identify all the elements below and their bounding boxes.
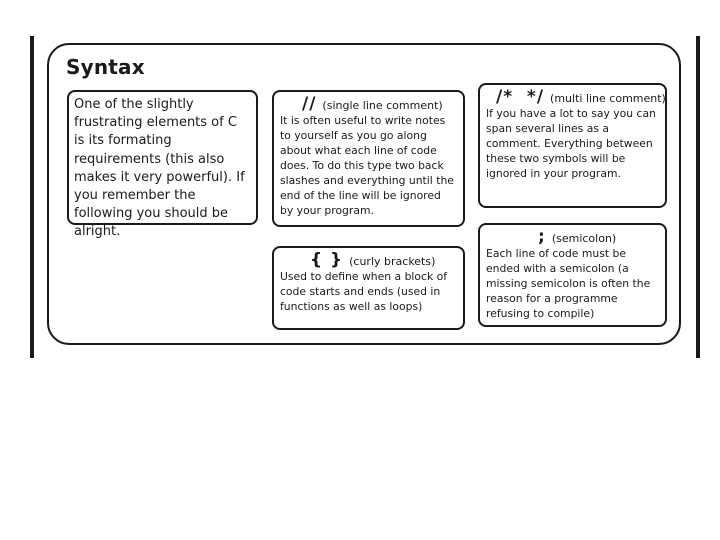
single-line-comment-label: (single line comment) <box>322 99 443 112</box>
semicolon-text: Each line of code must be ended with a semicolon (a missing semicolon is often the reason for a programme refusing to compile) <box>486 247 651 320</box>
single-line-comment-header <box>280 94 457 114</box>
semicolon-label: (semicolon) <box>551 232 617 245</box>
curly-brackets-header <box>280 250 457 270</box>
left-border-bar <box>30 36 34 358</box>
multi-line-comment-text: If you have a lot to say you can span several lines as a comment. Everything between these two symbols will be ignored in your program. <box>486 107 656 180</box>
syntax-panel <box>47 43 681 345</box>
panel-title: Syntax <box>66 55 145 79</box>
multi-line-comment-card <box>478 83 667 208</box>
semicolon-header <box>486 227 659 247</box>
curly-brackets-text: Used to define when a block of code starts and ends (used in functions as well as loops) <box>280 270 448 313</box>
single-line-comment-card <box>272 90 465 227</box>
curly-brackets-label: (curly brackets) <box>349 255 436 268</box>
semicolon-card <box>478 223 667 327</box>
intro-text: One of the slightly frustrating elements of C is its formating requirements (this also makes it very powerful). If you remember the following you should be alright. <box>74 97 245 240</box>
multi-line-comment-label: (multi line comment) <box>550 92 666 105</box>
single-line-comment-text: It is often useful to write notes to yourself as you go along about what each line of code does. To do this type two back slashes and everything until the end of the line will be ignored by your program. <box>280 114 454 217</box>
curly-brackets-card <box>272 246 465 330</box>
single-line-comment-symbol: // <box>302 94 317 114</box>
multi-line-comment-header <box>486 87 666 107</box>
semicolon-symbol: ; <box>538 227 546 247</box>
multi-line-comment-symbol: /* */ <box>496 87 545 107</box>
right-border-bar <box>696 36 700 358</box>
intro-box <box>67 90 258 240</box>
curly-brackets-symbol: { } <box>310 250 344 270</box>
